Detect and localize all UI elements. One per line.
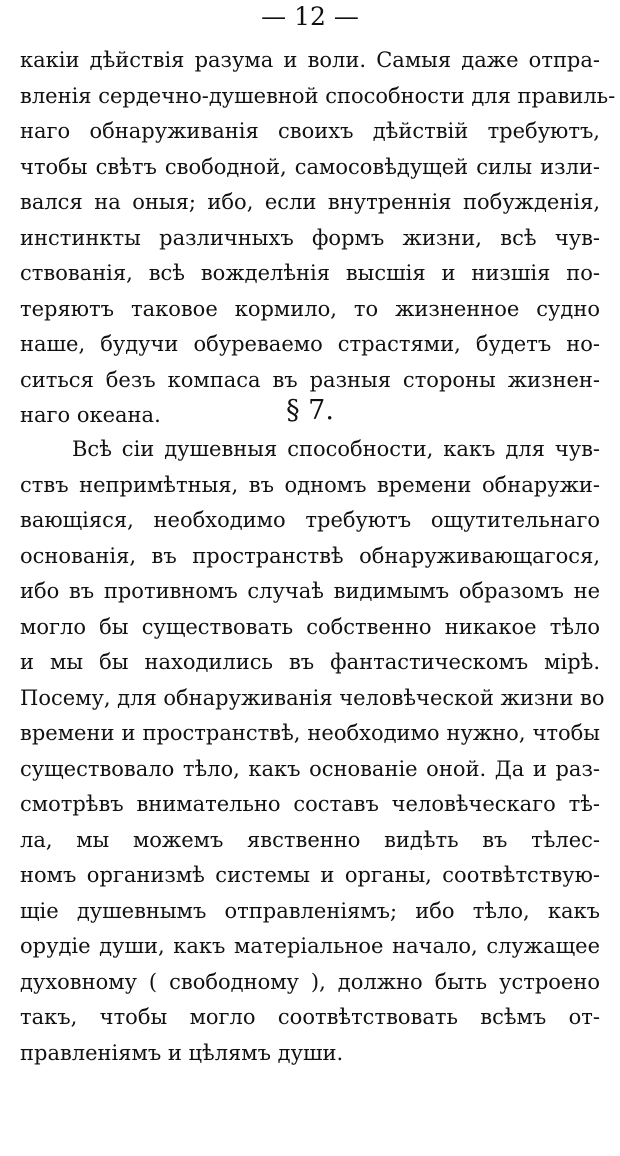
text-line: щіе душевнымъ отправленіямъ; ибо тѣло, какъ	[20, 899, 600, 923]
text-line: наго океана.	[20, 403, 161, 427]
text-line: какіи дѣйствія разума и воли. Самыя даже отпра-	[20, 48, 600, 72]
text-line: ствъ непримѣтныя, въ одномъ времени обнаружи-	[20, 473, 600, 497]
text-line: инстинкты различныхъ формъ жизни, всѣ чув-	[20, 226, 600, 250]
text-line: орудіе души, какъ матеріальное начало, служащее	[20, 934, 600, 958]
text-line: чтобы свѣтъ свободной, самосовѣдущей силы изли-	[20, 155, 600, 179]
text-line: ла, мы можемъ явственно видѣть въ тѣлес-	[20, 828, 600, 852]
text-line: Посему, для обнаруживанія человѣческой жизни во	[20, 686, 605, 710]
text-line: теряютъ таковое кормило, то жизненное судно	[20, 297, 600, 321]
page-number: — 12 —	[261, 2, 359, 31]
text-line: вающіяся, необходимо требуютъ ощутительнаго	[20, 508, 600, 532]
text-line: и мы бы находились въ фантастическомъ мірѣ.	[20, 650, 600, 674]
text-line: вался на оныя; ибо, если внутреннія побужденія,	[20, 190, 600, 214]
text-line: наше, будучи обуреваемо страстями, будетъ но-	[20, 332, 600, 356]
section-heading: § 7.	[286, 395, 334, 426]
text-line: правленіямъ и цѣлямъ души.	[20, 1041, 344, 1065]
text-line: Всѣ сіи душевныя способности, какъ для чув-	[72, 437, 600, 461]
text-line: такъ, чтобы могло соотвѣтствовать всѣмъ от-	[20, 1005, 600, 1029]
text-line: вленія сердечно-душевной способности для правиль-	[20, 84, 616, 108]
text-line: могло бы существовать собственно никакое тѣло	[20, 615, 600, 639]
text-line: ситься безъ компаса въ разныя стороны жизнен-	[20, 368, 600, 392]
text-line: ствованія, всѣ вожделѣнія высшія и низшія по-	[20, 261, 600, 285]
text-line: номъ организмѣ системы и органы, соотвѣтствую-	[20, 863, 600, 887]
text-line: духовному ( свободному ), должно быть устроено	[20, 970, 600, 994]
text-line: смотрѣвъ внимательно составъ человѣческаго тѣ-	[20, 792, 600, 816]
text-line: времени и пространствѣ, необходимо нужно, чтобы	[20, 721, 600, 745]
text-line: существовало тѣло, какъ основаніе оной. Да и раз-	[20, 757, 600, 781]
text-line: ибо въ противномъ случаѣ видимымъ образомъ не	[20, 579, 600, 603]
text-line: наго обнаруживанія своихъ дѣйствій требуютъ,	[20, 119, 600, 143]
text-line: основанія, въ пространствѣ обнаруживающагося,	[20, 544, 600, 568]
